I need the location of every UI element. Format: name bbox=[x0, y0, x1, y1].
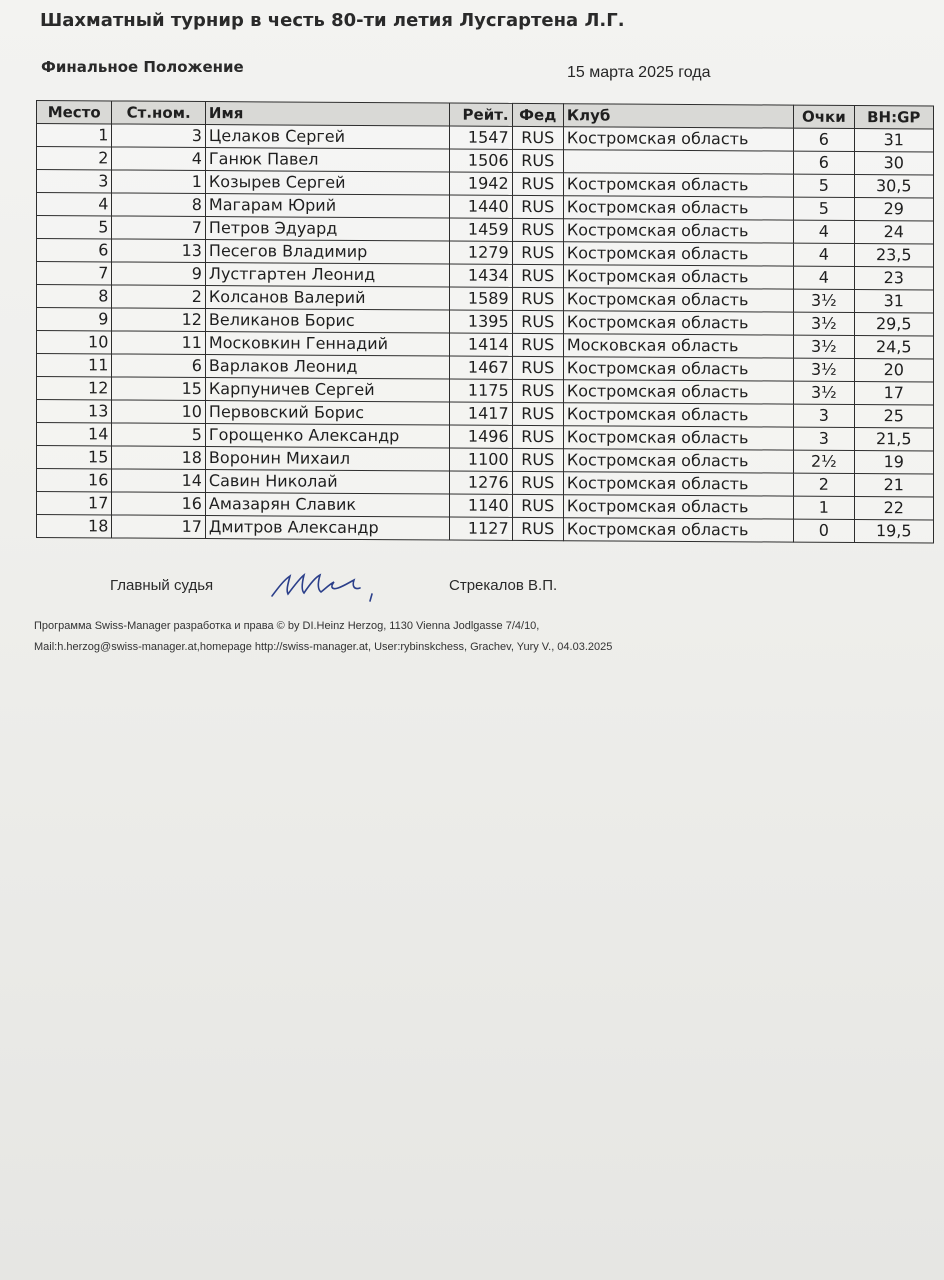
cell-federation: RUS bbox=[512, 425, 563, 448]
cell-tiebreak: 31 bbox=[854, 289, 933, 312]
cell-place: 8 bbox=[37, 285, 112, 308]
cell-start-number: 10 bbox=[112, 400, 206, 424]
cell-federation: RUS bbox=[512, 471, 563, 494]
cell-club: Костромская область bbox=[563, 357, 793, 381]
cell-place: 17 bbox=[37, 492, 112, 515]
col-club: Клуб bbox=[563, 104, 793, 128]
cell-federation: RUS bbox=[512, 287, 563, 310]
cell-start-number: 18 bbox=[112, 446, 206, 470]
judge-signature bbox=[268, 566, 388, 608]
cell-tiebreak: 21 bbox=[854, 473, 933, 496]
cell-club: Костромская область bbox=[563, 449, 793, 473]
chief-judge-label: Главный судья bbox=[110, 577, 214, 594]
table-row bbox=[37, 515, 934, 543]
cell-start-number: 3 bbox=[112, 124, 206, 148]
cell-tiebreak: 20 bbox=[854, 358, 933, 381]
cell-tiebreak: 29 bbox=[854, 197, 933, 220]
cell-start-number: 9 bbox=[112, 262, 206, 286]
cell-tiebreak: 23,5 bbox=[854, 243, 933, 266]
cell-club: Костромская область bbox=[563, 380, 793, 404]
col-name: Имя bbox=[205, 102, 449, 126]
standings-table bbox=[36, 100, 934, 543]
cell-points: 3 bbox=[794, 427, 854, 450]
cell-place: 14 bbox=[37, 423, 112, 446]
cell-federation: RUS bbox=[512, 517, 563, 540]
cell-club: Костромская область bbox=[563, 403, 793, 427]
cell-points: 6 bbox=[794, 151, 854, 174]
tournament-date: 15 марта 2025 года bbox=[567, 64, 711, 81]
cell-tiebreak: 23 bbox=[854, 266, 933, 289]
cell-name: Петров Эдуард bbox=[205, 217, 449, 241]
cell-name: Московкин Геннадий bbox=[205, 332, 449, 356]
cell-place: 18 bbox=[37, 515, 112, 538]
cell-tiebreak: 30,5 bbox=[854, 174, 933, 197]
cell-name: Амазарян Славик bbox=[205, 493, 449, 517]
cell-rating: 1547 bbox=[450, 126, 512, 149]
cell-name: Савин Николай bbox=[205, 470, 449, 494]
cell-tiebreak: 19,5 bbox=[854, 519, 933, 542]
col-tiebreak: BH:GP bbox=[854, 105, 933, 128]
cell-name: Первовский Борис bbox=[205, 401, 449, 425]
cell-name: Горощенко Александр bbox=[205, 424, 449, 448]
cell-federation: RUS bbox=[512, 494, 563, 517]
cell-points: 4 bbox=[794, 243, 854, 266]
cell-name: Козырев Сергей bbox=[205, 171, 449, 195]
cell-club: Костромская область bbox=[563, 311, 793, 335]
cell-start-number: 6 bbox=[112, 354, 206, 378]
cell-start-number: 2 bbox=[112, 285, 206, 309]
cell-federation: RUS bbox=[512, 264, 563, 287]
cell-tiebreak: 22 bbox=[854, 496, 933, 519]
cell-start-number: 11 bbox=[112, 331, 206, 355]
cell-place: 1 bbox=[37, 124, 112, 147]
cell-rating: 1496 bbox=[450, 425, 512, 448]
cell-rating: 1942 bbox=[450, 172, 512, 195]
cell-club: Костромская область bbox=[563, 265, 793, 289]
cell-start-number: 5 bbox=[112, 423, 206, 447]
cell-start-number: 8 bbox=[112, 193, 206, 217]
cell-tiebreak: 30 bbox=[854, 151, 933, 174]
cell-points: 3½ bbox=[794, 312, 854, 335]
cell-club bbox=[563, 150, 793, 174]
cell-federation: RUS bbox=[512, 402, 563, 425]
cell-club: Костромская область bbox=[563, 472, 793, 496]
footer-line-2: Mail:h.herzog@swiss-manager.at,homepage http://swiss-manager.at, User:rybinskchess, Grachev, Yury V., 04.03.2025 bbox=[34, 641, 613, 653]
cell-name: Воронин Михаил bbox=[205, 447, 449, 471]
cell-tiebreak: 29,5 bbox=[854, 312, 933, 335]
cell-rating: 1440 bbox=[450, 195, 512, 218]
cell-place: 9 bbox=[37, 308, 112, 331]
col-rating: Рейт. bbox=[450, 103, 512, 126]
col-federation: Фед bbox=[512, 103, 563, 126]
cell-tiebreak: 17 bbox=[854, 381, 933, 404]
cell-points: 6 bbox=[794, 128, 854, 151]
cell-name: Лустгартен Леонид bbox=[205, 263, 449, 287]
cell-points: 4 bbox=[794, 266, 854, 289]
document-subtitle: Финальное Положение bbox=[41, 58, 244, 76]
cell-rating: 1140 bbox=[450, 494, 512, 517]
cell-rating: 1276 bbox=[450, 471, 512, 494]
cell-place: 6 bbox=[37, 239, 112, 262]
document-title: Шахматный турнир в честь 80-ти летия Лусгартена Л.Г. bbox=[40, 10, 625, 31]
footer-line-1: Программа Swiss-Manager разработка и права © by DI.Heinz Herzog, 1130 Vienna Jodlgasse 7/4/10, bbox=[34, 620, 540, 632]
cell-start-number: 1 bbox=[112, 170, 206, 194]
cell-start-number: 7 bbox=[112, 216, 206, 240]
cell-place: 4 bbox=[37, 193, 112, 216]
cell-place: 16 bbox=[37, 469, 112, 492]
cell-rating: 1414 bbox=[450, 333, 512, 356]
cell-rating: 1417 bbox=[450, 402, 512, 425]
cell-federation: RUS bbox=[512, 310, 563, 333]
cell-place: 5 bbox=[37, 216, 112, 239]
cell-club: Костромская область bbox=[563, 219, 793, 243]
col-place: Место bbox=[37, 101, 112, 124]
cell-place: 12 bbox=[37, 377, 112, 400]
cell-place: 15 bbox=[37, 446, 112, 469]
cell-name: Великанов Борис bbox=[205, 309, 449, 333]
cell-points: 5 bbox=[794, 197, 854, 220]
cell-name: Карпуничев Сергей bbox=[205, 378, 449, 402]
cell-federation: RUS bbox=[512, 126, 563, 149]
cell-points: 3 bbox=[794, 404, 854, 427]
cell-rating: 1175 bbox=[450, 379, 512, 402]
cell-club: Костромская область bbox=[563, 426, 793, 450]
cell-rating: 1100 bbox=[450, 448, 512, 471]
cell-name: Магарам Юрий bbox=[205, 194, 449, 218]
cell-club: Костромская область bbox=[563, 242, 793, 266]
cell-points: 3½ bbox=[794, 335, 854, 358]
cell-federation: RUS bbox=[512, 333, 563, 356]
cell-rating: 1589 bbox=[450, 287, 512, 310]
cell-rating: 1506 bbox=[450, 149, 512, 172]
cell-club: Костромская область bbox=[563, 127, 793, 151]
cell-points: 2½ bbox=[794, 450, 854, 473]
cell-tiebreak: 31 bbox=[854, 128, 933, 151]
cell-start-number: 16 bbox=[112, 492, 206, 516]
cell-place: 2 bbox=[37, 147, 112, 170]
cell-tiebreak: 19 bbox=[854, 450, 933, 473]
cell-federation: RUS bbox=[512, 379, 563, 402]
col-points: Очки bbox=[794, 105, 854, 128]
cell-club: Московская область bbox=[563, 334, 793, 358]
cell-name: Дмитров Александр bbox=[205, 516, 449, 540]
cell-points: 4 bbox=[794, 220, 854, 243]
cell-place: 10 bbox=[37, 331, 112, 354]
cell-points: 5 bbox=[794, 174, 854, 197]
cell-federation: RUS bbox=[512, 149, 563, 172]
cell-name: Целаков Сергей bbox=[205, 125, 449, 149]
cell-tiebreak: 24 bbox=[854, 220, 933, 243]
cell-tiebreak: 24,5 bbox=[854, 335, 933, 358]
cell-start-number: 13 bbox=[112, 239, 206, 263]
cell-name: Ганюк Павел bbox=[205, 148, 449, 172]
cell-points: 2 bbox=[794, 473, 854, 496]
cell-start-number: 14 bbox=[112, 469, 206, 493]
cell-points: 0 bbox=[794, 519, 854, 542]
cell-place: 11 bbox=[37, 354, 112, 377]
cell-rating: 1459 bbox=[450, 218, 512, 241]
cell-federation: RUS bbox=[512, 195, 563, 218]
cell-rating: 1127 bbox=[450, 517, 512, 540]
cell-name: Песегов Владимир bbox=[205, 240, 449, 264]
cell-rating: 1467 bbox=[450, 356, 512, 379]
col-start-number: Ст.ном. bbox=[112, 101, 206, 125]
cell-club: Костромская область bbox=[563, 173, 793, 197]
cell-rating: 1279 bbox=[450, 241, 512, 264]
cell-name: Варлаков Леонид bbox=[205, 355, 449, 379]
cell-federation: RUS bbox=[512, 172, 563, 195]
cell-name: Колсанов Валерий bbox=[205, 286, 449, 310]
cell-rating: 1395 bbox=[450, 310, 512, 333]
cell-start-number: 4 bbox=[112, 147, 206, 171]
cell-club: Костромская область bbox=[563, 288, 793, 312]
cell-place: 13 bbox=[37, 400, 112, 423]
cell-rating: 1434 bbox=[450, 264, 512, 287]
cell-federation: RUS bbox=[512, 218, 563, 241]
cell-federation: RUS bbox=[512, 356, 563, 379]
cell-start-number: 15 bbox=[112, 377, 206, 401]
cell-club: Костромская область bbox=[563, 495, 793, 519]
cell-start-number: 17 bbox=[112, 515, 206, 539]
cell-club: Костромская область bbox=[563, 196, 793, 220]
cell-federation: RUS bbox=[512, 241, 563, 264]
cell-tiebreak: 25 bbox=[854, 404, 933, 427]
cell-place: 3 bbox=[37, 170, 112, 193]
cell-tiebreak: 21,5 bbox=[854, 427, 933, 450]
cell-points: 3½ bbox=[794, 381, 854, 404]
cell-club: Костромская область bbox=[563, 518, 793, 542]
cell-federation: RUS bbox=[512, 448, 563, 471]
cell-points: 3½ bbox=[794, 358, 854, 381]
standings-body bbox=[37, 124, 934, 543]
cell-start-number: 12 bbox=[112, 308, 206, 332]
cell-place: 7 bbox=[37, 262, 112, 285]
cell-points: 3½ bbox=[794, 289, 854, 312]
cell-points: 1 bbox=[794, 496, 854, 519]
chief-judge-name: Стрекалов В.П. bbox=[449, 577, 558, 594]
